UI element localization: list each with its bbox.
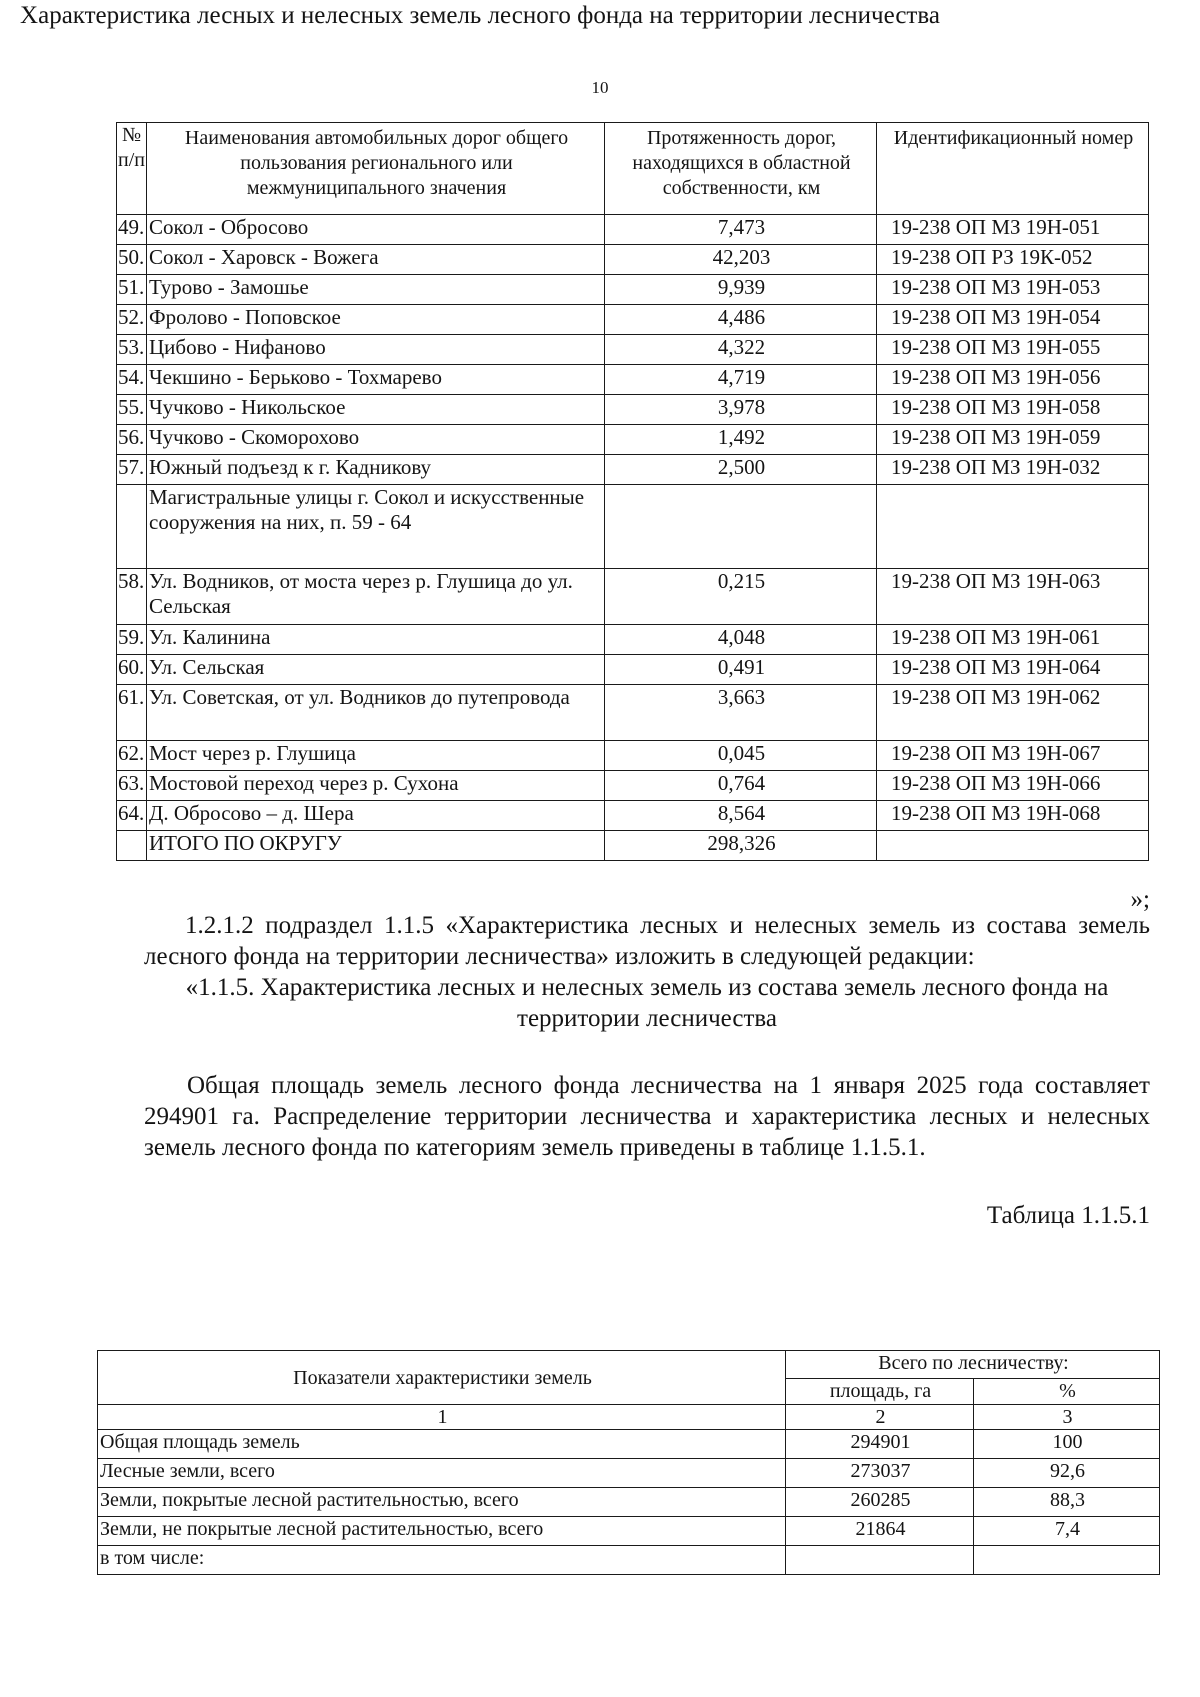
road-row-number: 56. [117, 425, 147, 455]
road-row-number: 55. [117, 395, 147, 425]
road-row-name: Сокол - Харовск - Вожега [147, 245, 605, 275]
header-id: Идентификационный номер [877, 123, 1149, 215]
header-percent: % [974, 1379, 1160, 1405]
road-row-length: 0,764 [605, 771, 877, 801]
paragraph-total-area: Общая площадь земель лесного фонда лесничества на 1 января 2025 года составляет 294901 га. Распределение территории лесничества и характеристика лесных и нелесных земель лесного фонда по категориям земель приведены в таблице 1.1.5.1. [144, 1072, 1150, 1161]
road-row-id: 19-238 ОП МЗ 19Н-059 [877, 425, 1149, 455]
road-row-length: 0,491 [605, 655, 877, 685]
road-row-length: 4,048 [605, 625, 877, 655]
road-row-id: 19-238 ОП МЗ 19Н-067 [877, 741, 1149, 771]
road-row-length: 2,500 [605, 455, 877, 485]
road-row-length: 0,215 [605, 569, 877, 625]
road-row [117, 801, 1149, 831]
header-num: № п/п [117, 123, 147, 215]
road-row-number: 54. [117, 365, 147, 395]
road-row-number [117, 485, 147, 569]
road-row-name: Сокол - Обросово [147, 215, 605, 245]
land-row [98, 1517, 1160, 1546]
road-row [117, 275, 1149, 305]
road-row-name: Д. Обросово – д. Шера [147, 801, 605, 831]
road-row-name: Ул. Сельская [147, 655, 605, 685]
land-row-label: Общая площадь земель [98, 1430, 786, 1459]
road-row-id: 19-238 ОП МЗ 19Н-054 [877, 305, 1149, 335]
land-row-label: Земли, покрытые лесной растительностью, всего [98, 1488, 786, 1517]
header-name: Наименования автомобильных дорог общего пользования регионального или межмуниципального значения [147, 123, 605, 215]
road-row-id: 19-238 ОП МЗ 19Н-066 [877, 771, 1149, 801]
road-row-length: 7,473 [605, 215, 877, 245]
road-row [117, 655, 1149, 685]
road-row-name: Мостовой переход через р. Сухона [147, 771, 605, 801]
land-row-percent: 92,6 [974, 1459, 1160, 1488]
road-row [117, 741, 1149, 771]
road-row-name: Ул. Советская, от ул. Водников до путепровода [147, 685, 605, 741]
road-row-number: 63. [117, 771, 147, 801]
road-row-number: 51. [117, 275, 147, 305]
road-row [117, 365, 1149, 395]
land-row-area: 21864 [786, 1517, 974, 1546]
road-row-id: 19-238 ОП МЗ 19Н-032 [877, 455, 1149, 485]
road-row-length: 3,978 [605, 395, 877, 425]
table-caption: Характеристика лесных и нелесных земель лесного фонда на территории лесничества [20, 2, 940, 29]
road-row-id: 19-238 ОП МЗ 19Н-055 [877, 335, 1149, 365]
roads-table [116, 122, 1149, 861]
road-row [117, 771, 1149, 801]
road-row [117, 685, 1149, 741]
road-row-name: Магистральные улицы г. Сокол и искусственные сооружения на них, п. 59 - 64 [147, 485, 605, 569]
road-row-id: 19-238 ОП МЗ 19Н-053 [877, 275, 1149, 305]
quote-end: »; [1130, 886, 1150, 913]
total-label: ИТОГО ПО ОКРУГУ [147, 831, 605, 861]
col-number-1: 1 [98, 1405, 786, 1430]
land-row-percent: 88,3 [974, 1488, 1160, 1517]
road-row-length: 9,939 [605, 275, 877, 305]
road-row-length: 3,663 [605, 685, 877, 741]
road-row-name: Ул. Калинина [147, 625, 605, 655]
road-row-name: Фролово - Поповское [147, 305, 605, 335]
road-row [117, 215, 1149, 245]
land-row-area: 260285 [786, 1488, 974, 1517]
land-row [98, 1546, 1160, 1575]
road-row [117, 485, 1149, 569]
roads-total-row [117, 831, 1149, 861]
total-length: 298,326 [605, 831, 877, 861]
land-row-label: Лесные земли, всего [98, 1459, 786, 1488]
col-number-2: 2 [786, 1405, 974, 1430]
land-row [98, 1459, 1160, 1488]
road-row-name: Чекшино - Берьково - Тохмарево [147, 365, 605, 395]
land-row-area: 273037 [786, 1459, 974, 1488]
road-row-id [877, 485, 1149, 569]
road-row-id: 19-238 ОП МЗ 19Н-068 [877, 801, 1149, 831]
road-row [117, 245, 1149, 275]
header-length: Протяженность дорог, находящихся в областной собственности, км [605, 123, 877, 215]
road-row-number: 58. [117, 569, 147, 625]
road-row-id: 19-238 ОП МЗ 19Н-064 [877, 655, 1149, 685]
page-number: 10 [591, 78, 609, 97]
road-row-length: 4,486 [605, 305, 877, 335]
road-row-number: 53. [117, 335, 147, 365]
road-row-id: 19-238 ОП МЗ 19Н-063 [877, 569, 1149, 625]
road-row [117, 305, 1149, 335]
road-row-length: 42,203 [605, 245, 877, 275]
road-row-id: 19-238 ОП МЗ 19Н-061 [877, 625, 1149, 655]
road-row-number: 59. [117, 625, 147, 655]
road-row [117, 335, 1149, 365]
road-row-length [605, 485, 877, 569]
road-row [117, 625, 1149, 655]
road-row-length: 0,045 [605, 741, 877, 771]
road-row-name: Южный подъезд к г. Кадникову [147, 455, 605, 485]
col-number-3: 3 [974, 1405, 1160, 1430]
road-row-number: 64. [117, 801, 147, 831]
land-row-percent: 100 [974, 1430, 1160, 1459]
road-row-id: 19-238 ОП РЗ 19К-052 [877, 245, 1149, 275]
road-row-id: 19-238 ОП МЗ 19Н-062 [877, 685, 1149, 741]
road-row-name: Цибово - Нифаново [147, 335, 605, 365]
road-row-name: Чучково - Скоморохово [147, 425, 605, 455]
road-row-name: Мост через р. Глушица [147, 741, 605, 771]
road-row-id: 19-238 ОП МЗ 19Н-056 [877, 365, 1149, 395]
roads-table-header [117, 123, 1149, 215]
road-row-number: 61. [117, 685, 147, 741]
section-heading: «1.1.5. Характеристика лесных и нелесных земель из состава земель лесного фонда на территории лесничества [185, 974, 1109, 1032]
road-row-name: Ул. Водников, от моста через р. Глушица до ул. Сельская [147, 569, 605, 625]
road-row [117, 455, 1149, 485]
road-row-number: 50. [117, 245, 147, 275]
land-row [98, 1488, 1160, 1517]
land-row-area: 294901 [786, 1430, 974, 1459]
road-row-number: 52. [117, 305, 147, 335]
land-row-percent [974, 1546, 1160, 1575]
road-row-number: 57. [117, 455, 147, 485]
road-row-length: 8,564 [605, 801, 877, 831]
road-row-id: 19-238 ОП МЗ 19Н-058 [877, 395, 1149, 425]
land-row-percent: 7,4 [974, 1517, 1160, 1546]
road-row [117, 425, 1149, 455]
road-row-number: 60. [117, 655, 147, 685]
header-total: Всего по лесничеству: [786, 1351, 1160, 1379]
road-row-number: 49. [117, 215, 147, 245]
road-row-length: 1,492 [605, 425, 877, 455]
road-row-length: 4,719 [605, 365, 877, 395]
road-row-number: 62. [117, 741, 147, 771]
header-area: площадь, га [786, 1379, 974, 1405]
road-row-id: 19-238 ОП МЗ 19Н-051 [877, 215, 1149, 245]
road-row-name: Чучково - Никольское [147, 395, 605, 425]
paragraph-amendment: 1.2.1.2 подраздел 1.1.5 «Характеристика лесных и нелесных земель из состава земель лесного фонда на территории лесничества» изложить в следующей редакции: [144, 912, 1150, 970]
road-row-length: 4,322 [605, 335, 877, 365]
land-row-label: Земли, не покрытые лесной растительностью, всего [98, 1517, 786, 1546]
road-row-name: Турово - Замошье [147, 275, 605, 305]
header-indicator: Показатели характеристики земель [98, 1351, 786, 1405]
land-row [98, 1430, 1160, 1459]
land-row-area [786, 1546, 974, 1575]
land-table [97, 1350, 1160, 1575]
land-row-label: в том числе: [98, 1546, 786, 1575]
road-row [117, 569, 1149, 625]
road-row [117, 395, 1149, 425]
table-label: Таблица 1.1.5.1 [986, 1202, 1150, 1229]
